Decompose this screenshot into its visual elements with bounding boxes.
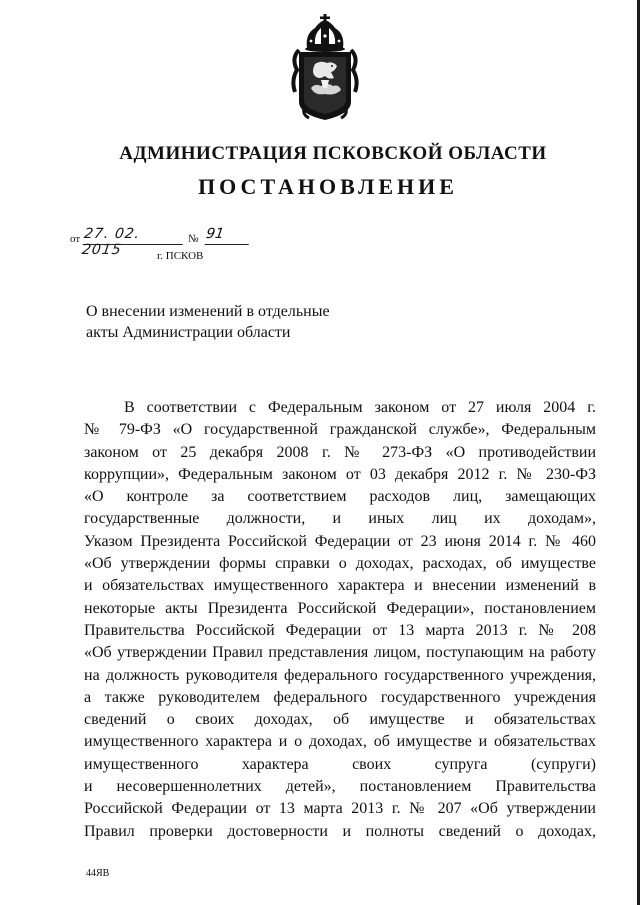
body-line: Российской Федерации от 13 марта 2013 г. № 207 «Об утверждении: [84, 800, 596, 818]
handwritten-number: 91: [205, 226, 252, 245]
date-prefix: от: [70, 233, 81, 245]
body-line: государственные должности, и иных лиц их доходам»,: [84, 510, 596, 528]
body-line: имущественного характера и о доходах, об имуществе и обязательствах: [84, 733, 596, 751]
body-line: а также руководителем федерального государственного учреждения: [84, 688, 596, 706]
document-subject: [86, 301, 330, 343]
body-line: некоторые акты Президента Российской Федерации», постановлением: [84, 599, 596, 617]
body-line: «О контроле за соответствием расходов лиц, замещающих: [84, 488, 596, 506]
body-line: Указом Президента Российской Федерации от 23 июня 2014 г. № 460: [84, 532, 596, 550]
pskov-coat-of-arms-icon: [285, 14, 365, 124]
body-line: и обязательствах имущественного характера и внесении изменений в: [84, 577, 596, 595]
body-line: на должность руководителя федерального государственного учреждения,: [84, 666, 596, 684]
body-line: «Об утверждении формы справки о доходах, расходах, об имуществе: [84, 555, 596, 573]
body-line: имущественного характера своих супруга (супруги): [84, 755, 596, 773]
body-line: законом от 25 декабря 2008 г. № 273-ФЗ «О противодействии: [84, 443, 596, 461]
footer-code: 44ЯВ: [86, 868, 110, 879]
city-label: г. ПСКОВ: [157, 250, 204, 262]
body-line: № 79-ФЗ «О государственной гражданской службе», Федеральным: [84, 421, 596, 439]
body-line: коррупции», Федеральным законом от 03 декабря 2012 г. № 230-ФЗ: [84, 465, 596, 483]
body-line: сведений о своих доходах, об имуществе и обязательствах: [84, 711, 596, 729]
document-type-title: ПОСТАНОВЛЕНИЕ: [198, 174, 458, 199]
handwritten-date: 27. 02. 2015: [83, 226, 186, 245]
body-line: Правительства Российской Федерации от 13 марта 2013 г. № 208: [84, 621, 596, 639]
organization-title: АДМИНИСТРАЦИЯ ПСКОВСКОЙ ОБЛАСТИ: [119, 143, 547, 164]
body-line: и несовершеннолетних детей», постановлением Правительства: [84, 778, 596, 796]
document-body: [84, 397, 596, 843]
number-label: №: [188, 233, 199, 245]
body-line: Правил проверки достоверности и полноты сведений о доходах,: [84, 822, 596, 840]
body-line: В соответствии с Федеральным законом от 27 июля 2004 г.: [124, 399, 596, 416]
subject-line: акты Администрации области: [86, 324, 291, 341]
body-line: «Об утверждении Правил представления лицом, поступающим на работу: [84, 644, 596, 662]
subject-line: О внесении изменений в отдельные: [86, 303, 330, 320]
